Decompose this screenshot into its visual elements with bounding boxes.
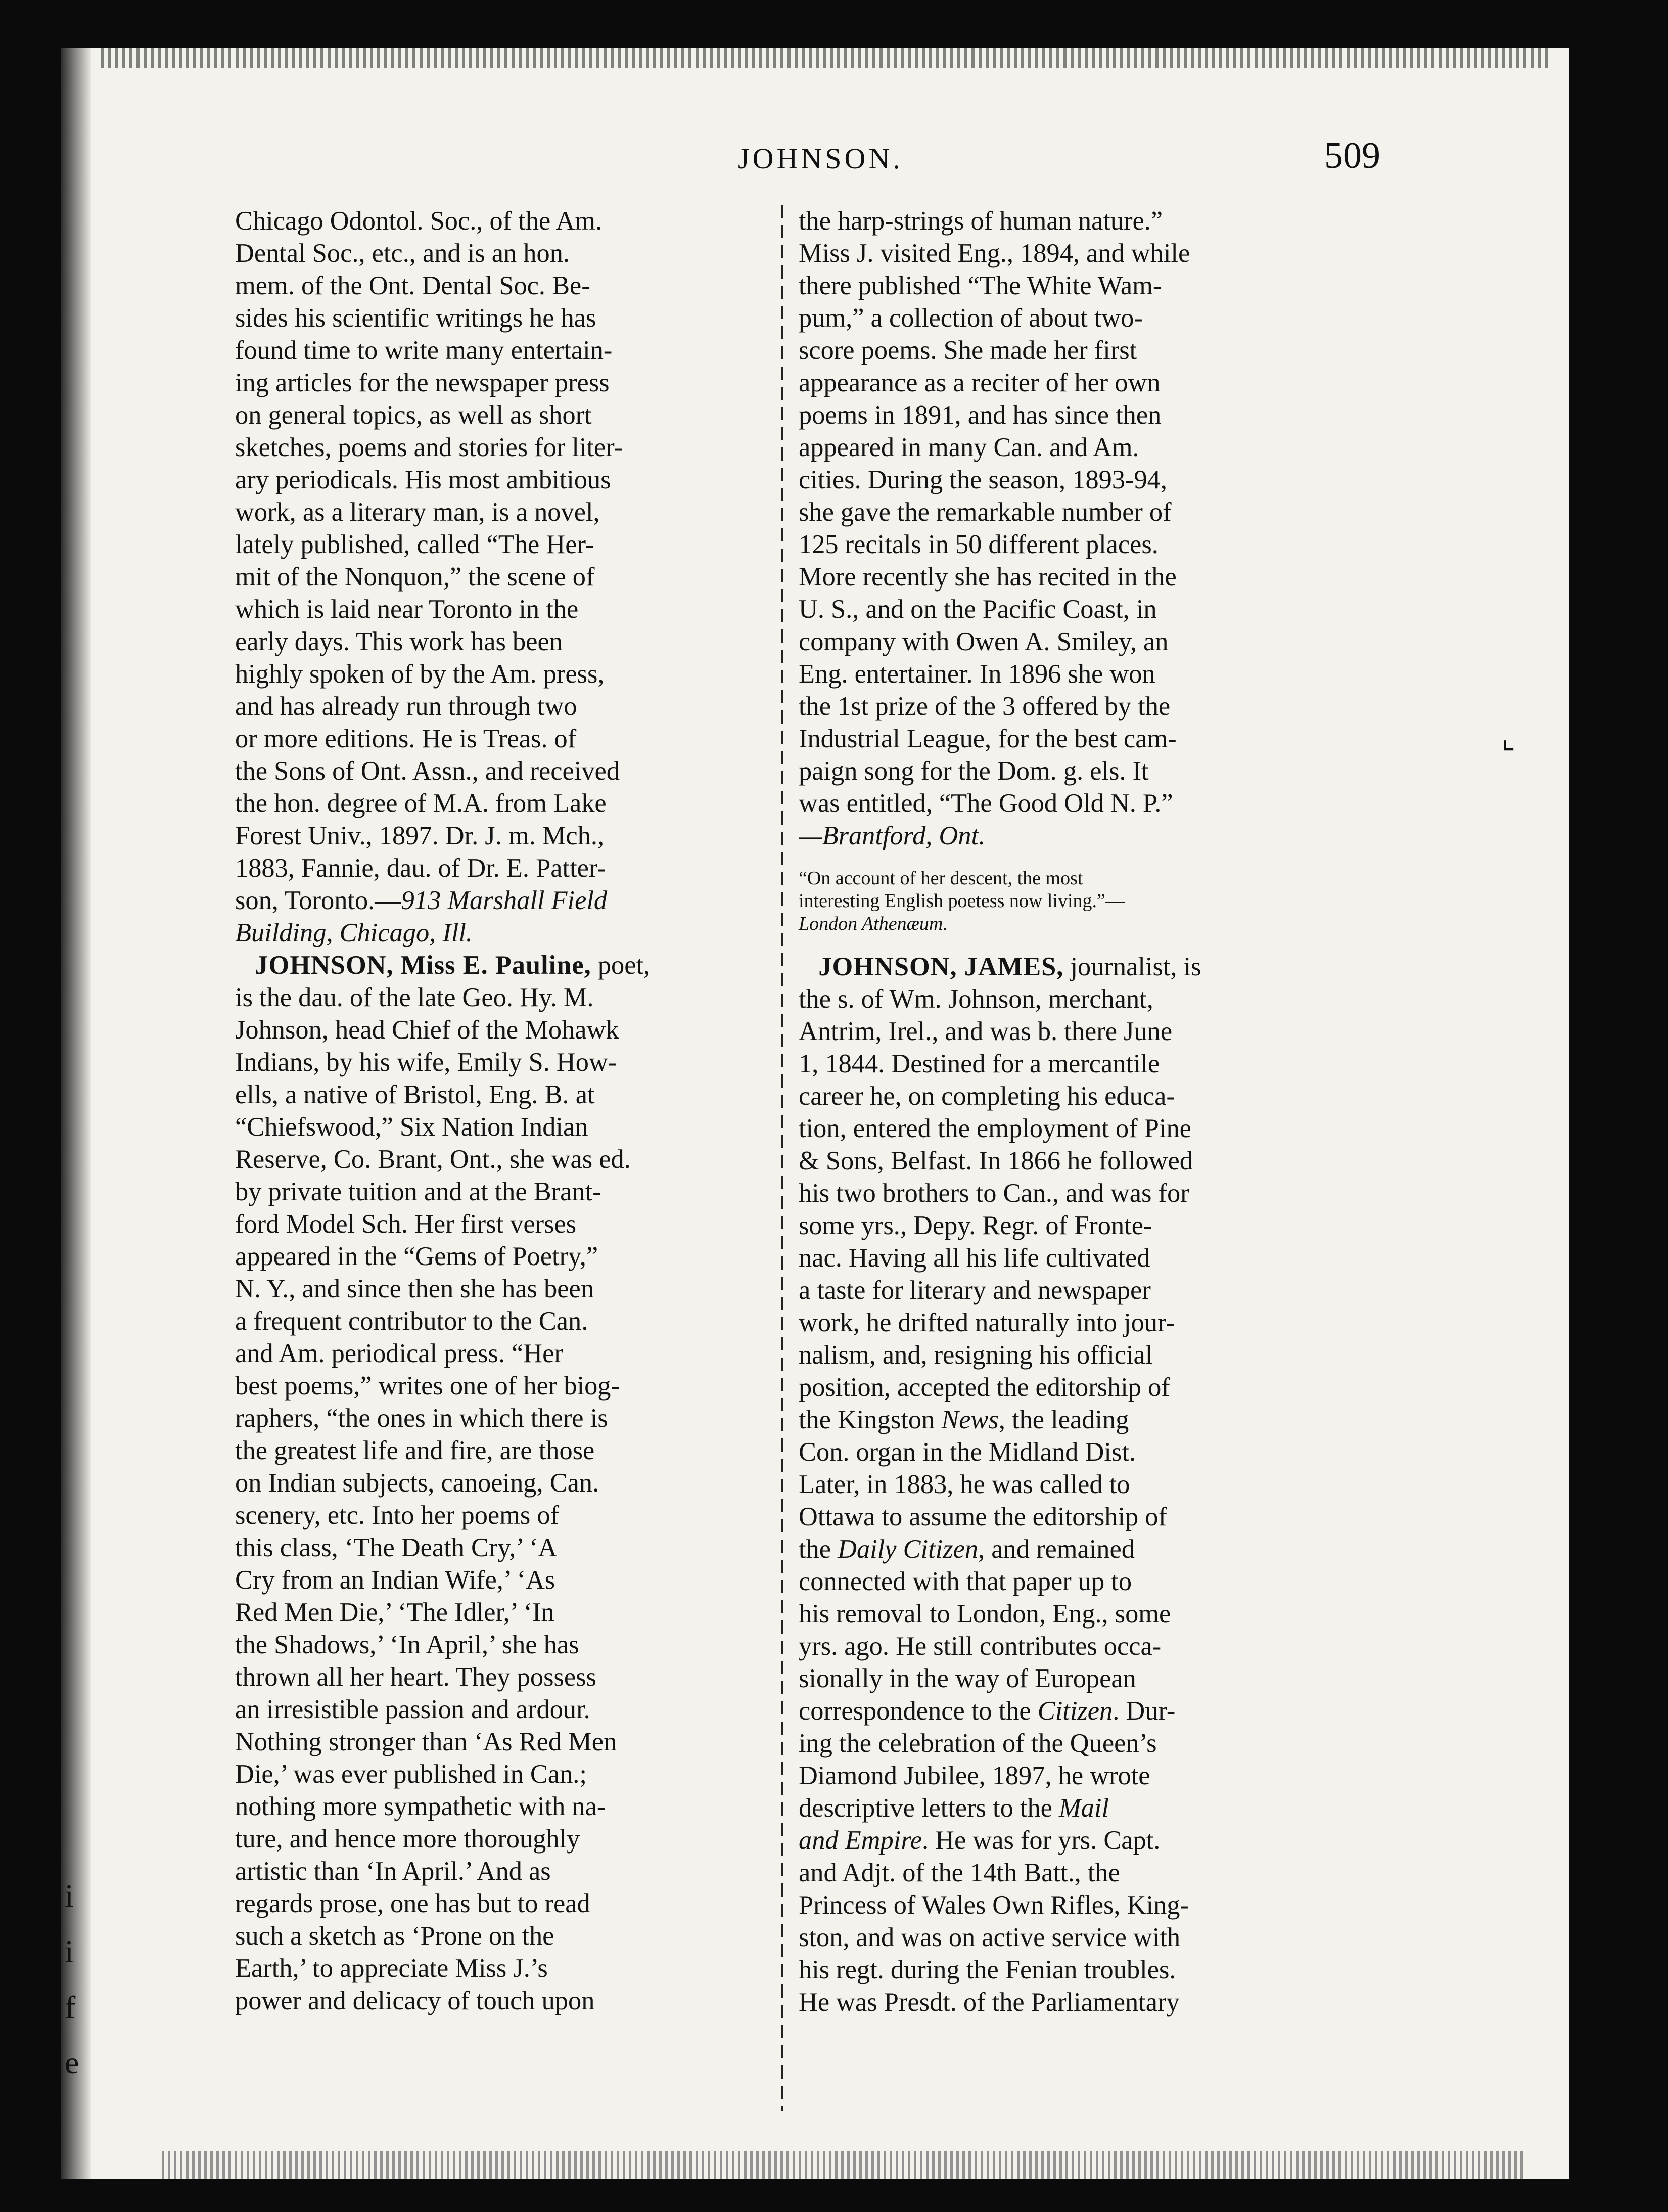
text-line: 1, 1844. Destined for a mercantile (799, 1049, 1160, 1078)
text-line: or more editions. He is Treas. of (235, 724, 577, 753)
text-line: yrs. ago. He still contributes occa- (799, 1632, 1162, 1661)
fragment-letter: e (65, 2045, 79, 2081)
text-line: Princess of Wales Own Rifles, King- (799, 1890, 1189, 1920)
text-line: Indians, by his wife, Emily S. How- (235, 1048, 617, 1077)
text-line: she gave the remarkable number of (799, 498, 1172, 527)
page-header (61, 135, 1569, 187)
text-line: N. Y., and since then she has been (235, 1274, 594, 1303)
text-line: Eng. entertainer. In 1896 she won (799, 659, 1155, 689)
text-line: sionally in the way of European (799, 1664, 1136, 1693)
text-line: Johnson, head Chief of the Mohawk (235, 1015, 619, 1045)
text-line: descriptive letters to the Mail (799, 1793, 1109, 1823)
book-page (61, 48, 1569, 2179)
text-line: son, Toronto.—913 Marshall Field (235, 886, 608, 915)
text-line: appeared in many Can. and Am. (799, 433, 1139, 462)
text-line: Ottawa to assume the editorship of (799, 1502, 1167, 1531)
text-line: which is laid near Toronto in the (235, 595, 579, 624)
entry-name: JOHNSON, Miss E. Pauline, (255, 951, 591, 980)
scan-noise-bottom (162, 2151, 1526, 2179)
margin-bracket-mark: ⌞ (1501, 721, 1516, 755)
address-italic: 913 Marshall Field (401, 886, 608, 915)
source-attribution: —Brantford, Ont. (799, 821, 986, 850)
text-line: sides his scientific writings he has (235, 303, 596, 333)
text-line: lately published, called “The Her- (235, 530, 594, 559)
text-line: company with Owen A. Smiley, an (799, 627, 1169, 656)
entry-body-james (799, 1727, 1355, 1792)
text-line: early days. This work has been (235, 627, 563, 656)
entry-body-pauline (235, 981, 791, 2017)
entry-body-james (799, 1857, 1355, 2018)
text-line: Later, in 1883, he was called to (799, 1470, 1130, 1499)
text-line: More recently she has recited in the (799, 562, 1177, 592)
text-line: ford Model Sch. Her first verses (235, 1209, 577, 1239)
text-line: appearance as a reciter of her own (799, 368, 1161, 397)
text-line: Con. organ in the Midland Dist. (799, 1437, 1136, 1467)
text-line: Forest Univ., 1897. Dr. J. m. Mch., (235, 821, 605, 850)
entry-body-james (799, 1565, 1355, 1695)
text-line: and Empire. He was for yrs. Capt. (799, 1826, 1161, 1855)
review-quote-line: “On account of her descent, the most (799, 868, 1083, 889)
text-line: by private tuition and at the Brant- (235, 1177, 601, 1206)
text-line: thrown all her heart. They possess (235, 1662, 596, 1692)
text-line: the harp-strings of human nature.” (799, 206, 1163, 236)
text-line: paign song for the Dom. g. els. It (799, 756, 1149, 786)
text-line: “Chiefswood,” Six Nation Indian (235, 1112, 588, 1142)
text-line: a frequent contributor to the Can. (235, 1306, 588, 1336)
text-line: ing articles for the newspaper press (235, 368, 610, 397)
fragment-letter: f (65, 1989, 76, 2025)
text-line: Diamond Jubilee, 1897, he wrote (799, 1761, 1150, 1790)
text-line: poems in 1891, and has since then (799, 400, 1162, 430)
text-line: Red Men Die,’ ‘The Idler,’ ‘In (235, 1598, 554, 1627)
text-line: the greatest life and fire, are those (235, 1436, 595, 1465)
text-line: the Shadows,’ ‘In April,’ she has (235, 1630, 579, 1659)
text-line: Reserve, Co. Brant, Ont., she was ed. (235, 1145, 631, 1174)
text-line: his removal to London, Eng., some (799, 1599, 1171, 1629)
scan-noise-top (101, 48, 1552, 68)
binding-shadow (61, 48, 91, 2179)
text-line: Miss J. visited Eng., 1894, and while (799, 239, 1190, 268)
entry-body-james (799, 983, 1355, 1404)
text-line: raphers, “the ones in which there is (235, 1404, 608, 1433)
text-line: position, accepted the editorship of (799, 1373, 1170, 1402)
text-line: mit of the Nonquon,” the scene of (235, 562, 595, 592)
text-line: Chicago Odontol. Soc., of the Am. (235, 206, 603, 236)
text-line: ston, and was on active service with (799, 1923, 1181, 1952)
text-line: nothing more sympathetic with na- (235, 1792, 606, 1821)
text-line: the hon. degree of M.A. from Lake (235, 789, 607, 818)
text-line: Nothing stronger than ‘As Red Men (235, 1727, 617, 1756)
text-line: ary periodicals. His most ambitious (235, 465, 611, 494)
left-column (235, 205, 791, 2017)
entry-name: JOHNSON, JAMES, (818, 952, 1064, 981)
entry-heading-pauline: JOHNSON, Miss E. Pauline, poet, (255, 951, 651, 980)
right-column (799, 205, 1355, 2018)
left-column-continuation (235, 205, 791, 884)
text-line: Industrial League, for the best cam- (799, 724, 1177, 753)
text-line: Earth,’ to appreciate Miss J.’s (235, 1954, 548, 1983)
text-line: highly spoken of by the Am. press, (235, 659, 605, 689)
text-line: appeared in the “Gems of Poetry,” (235, 1242, 598, 1271)
text-line: nac. Having all his life cultivated (799, 1243, 1150, 1273)
text-line: artistic than ‘In April.’ And as (235, 1857, 551, 1886)
fragment-letter: i (65, 1878, 74, 1914)
text-line: tion, entered the employment of Pine (799, 1114, 1191, 1143)
text-line: power and delicacy of touch upon (235, 1986, 595, 2015)
page-number: 509 (1324, 135, 1380, 176)
text-line: Dental Soc., etc., and is an hon. (235, 239, 570, 268)
text-line: some yrs., Depy. Regr. of Fronte- (799, 1211, 1152, 1240)
text-line: was entitled, “The Good Old N. P.” (799, 789, 1173, 818)
text-line: U. S., and on the Pacific Coast, in (799, 595, 1157, 624)
text-line: 1883, Fannie, dau. of Dr. E. Patter- (235, 853, 606, 883)
text-line: the Daily Citizen, and remained (799, 1534, 1135, 1564)
running-head: JOHNSON. (738, 142, 903, 175)
text-line: found time to write many entertain- (235, 336, 613, 365)
text-line: and Am. periodical press. “Her (235, 1339, 563, 1368)
text-line: work, he drifted naturally into jour- (799, 1308, 1175, 1337)
text-line: ture, and hence more thoroughly (235, 1824, 580, 1854)
adjacent-page-fragments (65, 1868, 85, 2091)
text-line: Die,’ was ever published in Can.; (235, 1759, 587, 1789)
text-line: the 1st prize of the 3 offered by the (799, 692, 1171, 721)
text-line: ing the celebration of the Queen’s (799, 1729, 1157, 1758)
entry-heading-james: JOHNSON, JAMES, journalist, is (818, 952, 1201, 981)
text-line: work, as a literary man, is a novel, (235, 498, 600, 527)
text-line: 125 recitals in 50 different places. (799, 530, 1159, 559)
fragment-letter: i (65, 1933, 74, 1969)
text-line: & Sons, Belfast. In 1866 he followed (799, 1146, 1193, 1176)
text-line: best poems,” writes one of her biog- (235, 1371, 620, 1401)
text-line: He was Presdt. of the Parliamentary (799, 1988, 1180, 2017)
review-quote-line: interesting English poetess now living.”— (799, 890, 1125, 912)
text-line: scenery, etc. Into her poems of (235, 1501, 560, 1530)
entry-body-james (799, 1436, 1355, 1533)
text-line: score poems. She made her first (799, 336, 1137, 365)
text-line: this class, ‘The Death Cry,’ ‘A (235, 1533, 558, 1562)
text-line: regards prose, one has but to read (235, 1889, 590, 1918)
text-line: Cry from an Indian Wife,’ ‘As (235, 1565, 555, 1595)
text-line: his two brothers to Can., and was for (799, 1179, 1189, 1208)
text-line: and Adjt. of the 14th Batt., the (799, 1858, 1120, 1887)
text-line: a taste for literary and newspaper (799, 1276, 1151, 1305)
text-line: nalism, and, resigning his official (799, 1340, 1153, 1370)
text-line: the s. of Wm. Johnson, merchant, (799, 984, 1153, 1014)
text-line: and has already run through two (235, 692, 577, 721)
text-line: sketches, poems and stories for liter- (235, 433, 623, 462)
text-line: there published “The White Wam- (799, 271, 1162, 300)
text-line: is the dau. of the late Geo. Hy. M. (235, 983, 594, 1012)
text-line: career he, on completing his educa- (799, 1081, 1175, 1111)
text-line: on general topics, as well as short (235, 400, 592, 430)
text-line: the Sons of Ont. Assn., and received (235, 756, 620, 786)
text-line: correspondence to the Citizen. Dur- (799, 1696, 1176, 1726)
text-line: the Kingston News, the leading (799, 1405, 1129, 1434)
address-line: Building, Chicago, Ill. (235, 918, 473, 947)
text-line: Antrim, Irel., and was b. there June (799, 1017, 1173, 1046)
text-line: such a sketch as ‘Prone on the (235, 1921, 554, 1951)
text-line: mem. of the Ont. Dental Soc. Be- (235, 271, 590, 300)
text-line: cities. During the season, 1893-94, (799, 465, 1167, 494)
review-quote-source: London Athenæum. (799, 913, 948, 934)
text-line: on Indian subjects, canoeing, Can. (235, 1468, 599, 1498)
text-line: ells, a native of Bristol, Eng. B. at (235, 1080, 595, 1109)
right-column-continuation (799, 205, 1355, 820)
text-line: connected with that paper up to (799, 1567, 1132, 1596)
text-line: an irresistible passion and ardour. (235, 1695, 590, 1724)
text-line: his regt. during the Fenian troubles. (799, 1955, 1176, 1984)
text-line: pum,” a collection of about two- (799, 303, 1143, 333)
